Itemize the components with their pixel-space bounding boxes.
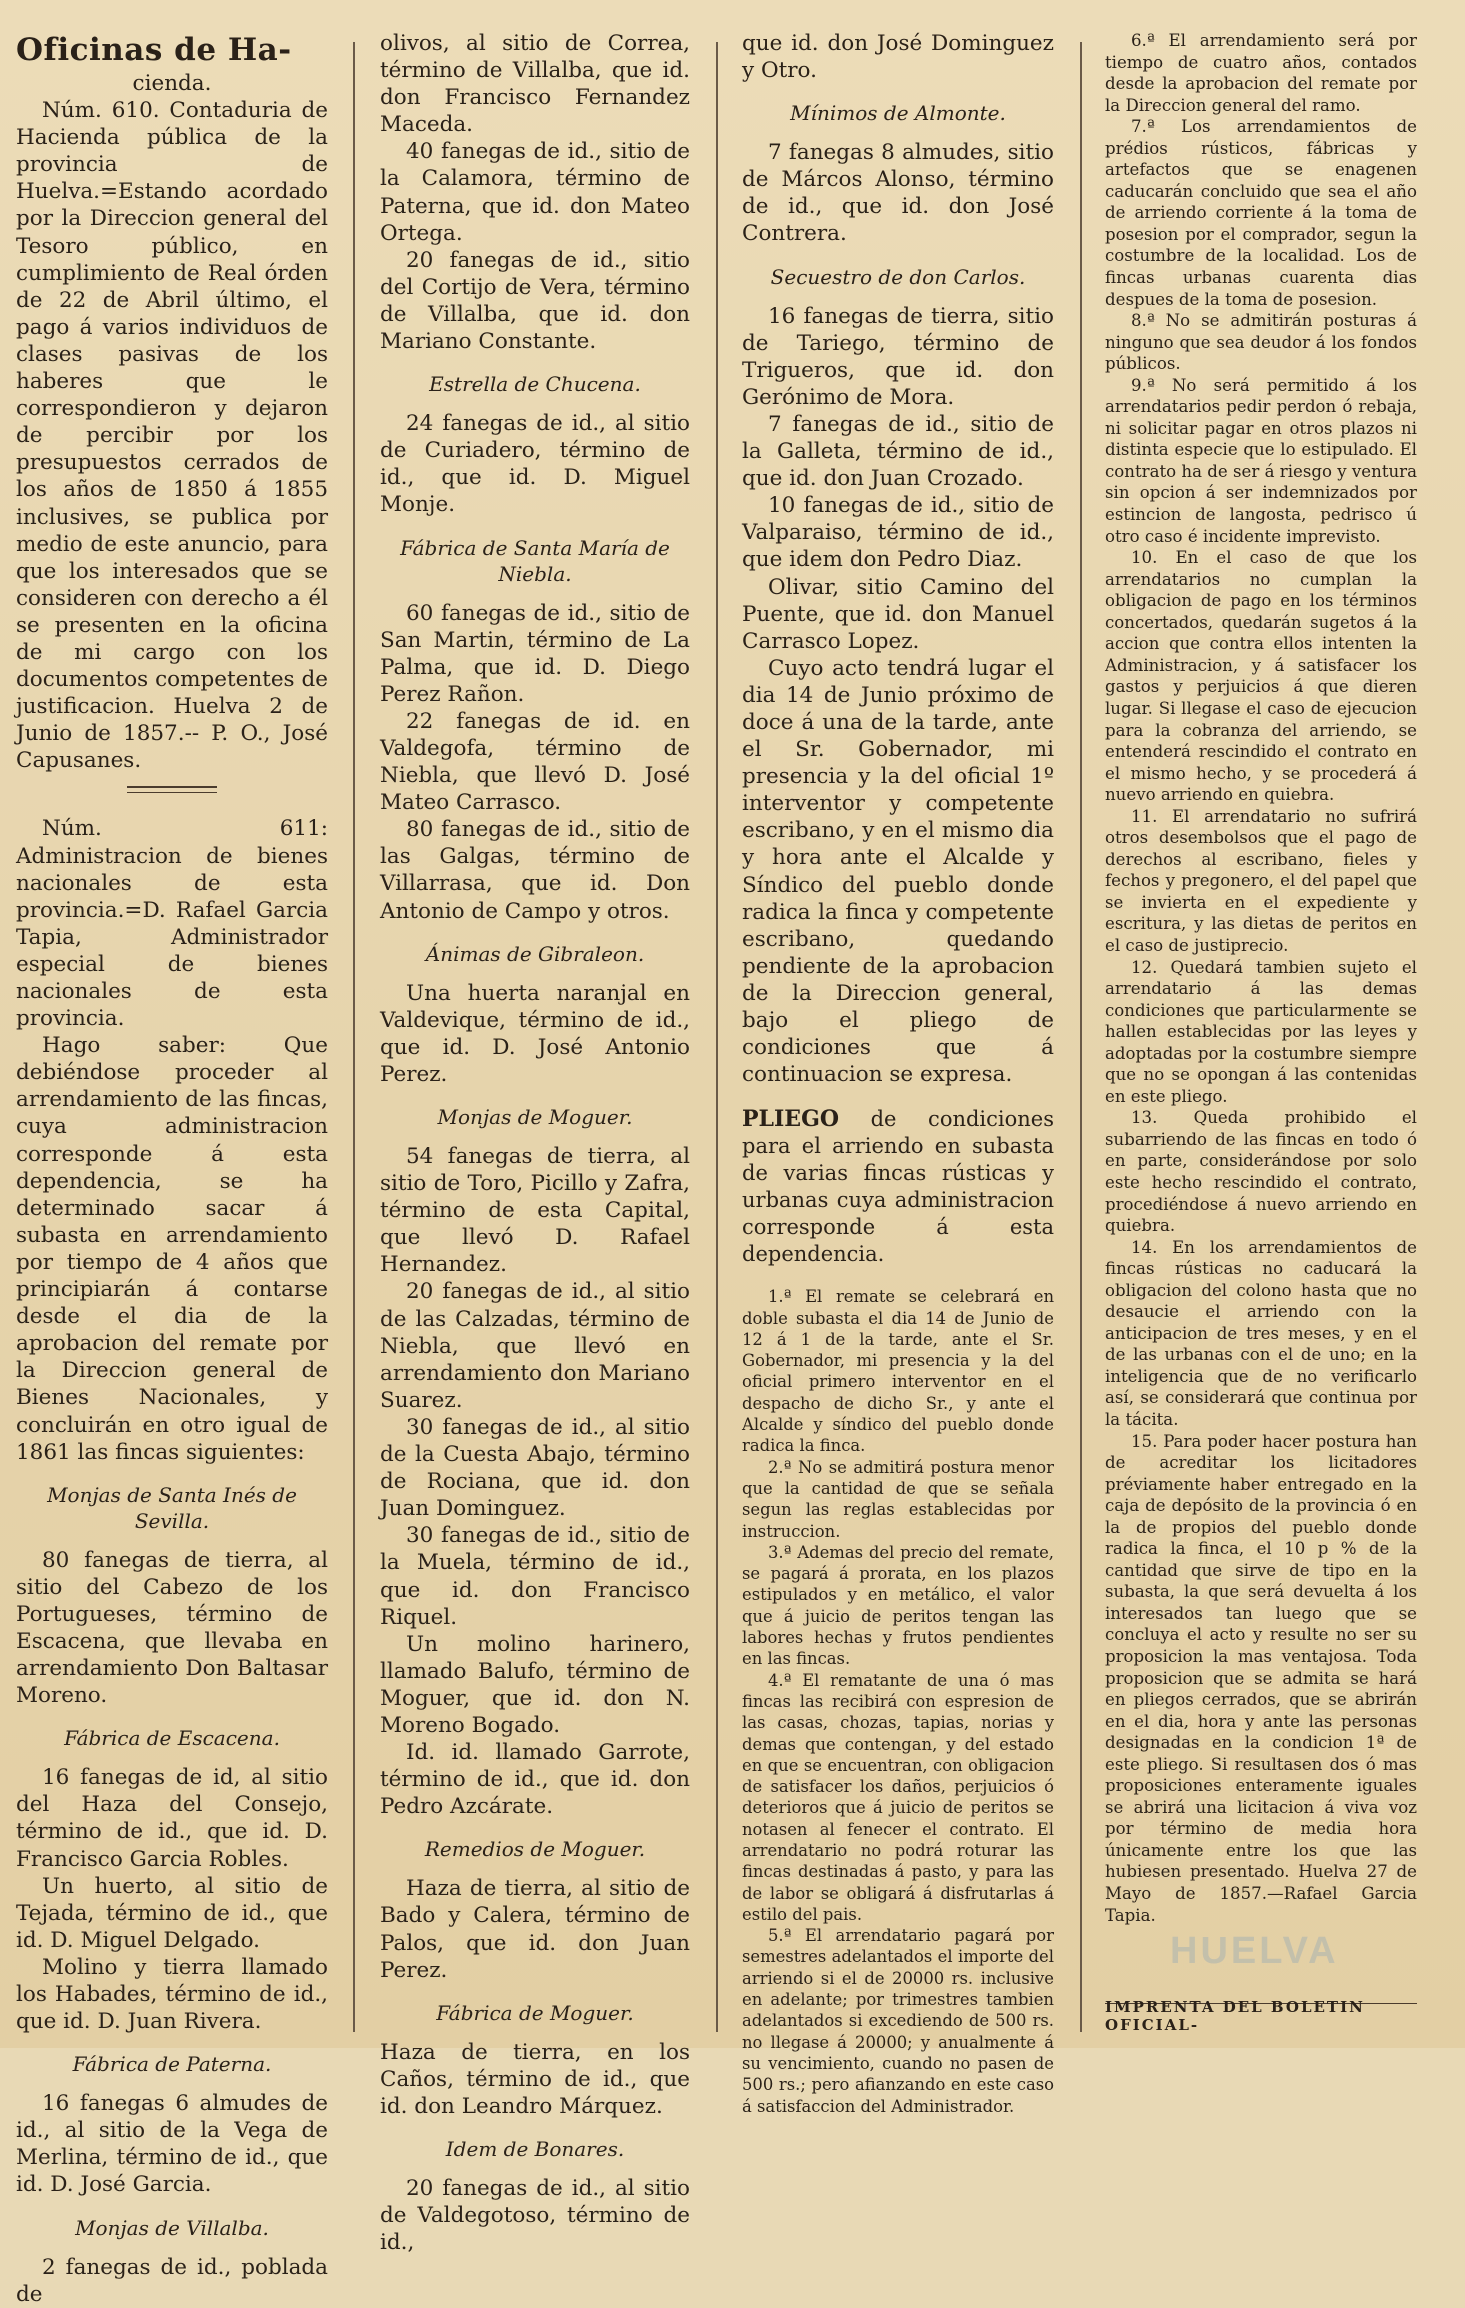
- column-4: [1105, 30, 1417, 2034]
- property-entry: Olivar, sitio Camino del Puente, que id. don Manuel Carrasco Lopez.: [742, 574, 1054, 654]
- column-3: [742, 30, 1054, 2116]
- condition-item: 12. Quedará tambien sujeto el arrendatario á las demas condiciones que particularmente se hallen establecidas por las leyes y adoptadas por la costumbre siempre que no se opongan á las contenidas en este pliego.: [1105, 957, 1417, 1106]
- property-entry: 2 fanegas de id., poblada de: [16, 2254, 328, 2307]
- property-entry: 7 fanegas de id., sitio de la Galleta, término de id., que id. don Juan Crozado.: [742, 411, 1054, 492]
- property-entry: 20 fanegas de id., al sitio de las Calzadas, término de Niebla, que llevó en arrendamiento don Mariano Suarez.: [380, 1279, 690, 1413]
- owner-heading: Fábrica de Moguer.: [436, 2000, 634, 2025]
- property-entry: 20 fanegas de id., al sitio de Valdegotoso, término de id.,: [380, 2176, 690, 2256]
- property-entry: 80 fanegas de id., sitio de las Galgas, término de Villarrasa, que id. Don Antonio de Campo y otros.: [380, 817, 690, 924]
- notice-611: Núm. 611: Administracion de bienes nacionales de esta provincia.=D. Rafael Garcia Tapia, Administrador especial de bienes nacionales de esta provincia.: [16, 816, 328, 1032]
- condition-item: 1.ª El remate se celebrará en doble subasta el dia 14 de Junio de 12 á 1 de la tarde, ante el Sr. Gobernador, mi presencia y la del oficial primero interventor en el despacho de dicho Sr., y ante el Alcalde y síndico del pueblo donde radica la finca.: [742, 1287, 1054, 1456]
- property-entry: 40 fanegas de id., sitio de la Calamora, término de Paterna, que id. don Mateo Ortega.: [380, 139, 690, 246]
- section-title-continuation: cienda.: [132, 71, 212, 96]
- owner-heading: Fábrica de Santa María de Niebla.: [400, 535, 670, 586]
- conditions-heading: [742, 1106, 1054, 1268]
- conditions-list: [1105, 30, 1417, 1926]
- conditions-list: [742, 1286, 1054, 2117]
- condition-item: 8.ª No se admitirán posturas á ninguno que sea deudor á los fondos públicos.: [1105, 311, 1417, 374]
- column-divider: [1080, 42, 1082, 2032]
- owner-heading: Monjas de Santa Inés de Sevilla.: [47, 1482, 297, 1533]
- property-entry: olivos, al sitio de Correa, término de Villalba, que id. don Francisco Fernandez Maceda.: [380, 31, 690, 138]
- printer-imprint: IMPRENTA DEL BOLETIN OFICIAL-: [1105, 1998, 1365, 2034]
- property-entry: 20 fanegas de id., sitio del Cortijo de Vera, término de Villalba, que id. don Mariano Constante.: [380, 247, 690, 355]
- conditions-heading-text: de condiciones para el arriendo en subasta de varias fincas rústicas y urbanas cuya administracion corresponde á esta dependencia.: [742, 1107, 1054, 1267]
- property-entry: Haza de tierra, al sitio de Bado y Calera, término de Palos, que id. don Juan Perez.: [380, 1876, 690, 1983]
- owner-heading: Fábrica de Paterna.: [72, 2052, 272, 2077]
- condition-item: 10. En el caso de que los arrendatarios no cumplan la obligacion de pago en los términos concertados, quedarán sugetos á la accion que contra ellos intenten la Administracion, y á satisfacer los gastos y perjuicios á que dieren lugar. Si llegase el caso de ejecucion para la cobranza del arriendo, se entenderá rescindido el contrato en el mismo hecho, y se procederá á nuevo arriendo en quiebra.: [1105, 548, 1417, 805]
- property-entry: Una huerta naranjal en Valdevique, término de id., que id. D. José Antonio Perez.: [380, 980, 690, 1087]
- property-entry: 30 fanegas de id., sitio de la Muela, término de id., que id. don Francisco Riquel.: [380, 1523, 690, 1630]
- condition-item: 4.ª El rematante de una ó mas fincas las recibirá con espresion de las casas, chozas, tapias, norias y demas que contengan, y del estado en que se encuentran, con obligacion de satisfacer los daños, perjuicios ó deterioros que á juicio de peritos se notasen al fenecer el contrato. El arrendatario no podrá roturar las fincas destinadas á pasto, y para las de labor se obligará á disfrutarlas á estilo del pais.: [742, 1670, 1054, 1924]
- property-entry: 16 fanegas de tierra, sitio de Tariego, término de Trigueros, que id. don Gerónimo de Mora.: [742, 303, 1054, 410]
- owner-heading: Estrella de Chucena.: [429, 372, 641, 397]
- library-stamp: HUELVA: [1170, 1930, 1339, 1972]
- property-entry: Un huerto, al sitio de Tejada, término de id., que id. D. Miguel Delgado.: [16, 1873, 328, 1953]
- property-entry: 10 fanegas de id., sitio de Valparaiso, término de id., que idem don Pedro Diaz.: [742, 493, 1054, 573]
- column-divider: [716, 42, 718, 2032]
- auction-paragraph: Cuyo acto tendrá lugar el dia 14 de Junio próximo de doce á una de la tarde, ante el Sr. Gobernador, mi presencia y la del oficial 1º interventor y competente escribano, y en el mismo dia y hora ante el Alcalde y Síndico del pueblo donde radica la finca y competente escribano, quedando pendiente de la aprobacion de la Direccion general, bajo el pliego de condiciones que á continuacion se expresa.: [742, 655, 1054, 1088]
- property-entry: 22 fanegas de id. en Valdegofa, término de Niebla, que llevó D. José Mateo Carrasco.: [380, 708, 690, 816]
- conditions-heading-word: PLIEGO: [742, 1106, 840, 1133]
- column-2: [380, 30, 690, 2256]
- property-entry: Un molino harinero, llamado Balufo, término de Moguer, que id. don N. Moreno Bogado.: [380, 1631, 690, 1738]
- property-entry: 16 fanegas de id, al sitio del Haza del Consejo, término de id., que id. D. Francisco Garcia Robles.: [16, 1765, 328, 1872]
- property-entry: 60 fanegas de id., sitio de San Martin, término de La Palma, que id. D. Diego Perez Rañon.: [380, 600, 690, 707]
- condition-item: 6.ª El arrendamiento será por tiempo de cuatro años, contados desde la aprobacion del remate por la Direccion general del ramo.: [1105, 31, 1417, 115]
- notice-611-body: Hago saber: Que debiéndose proceder al arrendamiento de las fincas, cuya administracion corresponde á esta dependencia, se ha determinado sacar á subasta en arrendamiento por tiempo de 4 años que principiarán á contarse desde el dia de la aprobacion del remate por la Direccion general de Bienes Nacionales, y concluirán en otro igual de 1861 las fincas siguientes:: [16, 1033, 328, 1465]
- owner-heading: Fábrica de Escacena.: [64, 1726, 280, 1751]
- column-1: [16, 30, 328, 2307]
- condition-item: 7.ª Los arrendamientos de prédios rústicos, fábricas y artefactos que se enagenen caducarán concluido que sea el año de arriendo corriente á la toma de posesion por el comprador, segun la costumbre de la localidad. Los de fincas urbanas cuarenta dias despues de la toma de posesion.: [1105, 117, 1417, 309]
- property-entry: 24 fanegas de id., al sitio de Curiadero, término de id., que id. D. Miguel Monje.: [380, 411, 690, 518]
- property-entry: 7 fanegas 8 almudes, sitio de Márcos Alonso, término de id., que id. don José Contrera.: [742, 140, 1054, 247]
- property-entry: 80 fanegas de tierra, al sitio del Cabezo de los Portugueses, término de Escacena, que llevaba en arrendamiento Don Baltasar Moreno.: [16, 1547, 328, 1709]
- separator: [127, 786, 217, 793]
- property-entry: Molino y tierra llamado los Habades, término de id., que id. D. Juan Rivera.: [16, 1954, 328, 2035]
- section-title: Oficinas de Ha-: [16, 32, 292, 68]
- owner-heading: Monjas de Moguer.: [437, 1105, 633, 1129]
- condition-item: 5.ª El arrendatario pagará por semestres adelantados el importe del arriendo si el de 20000 rs. inclusive en adelante; por trimestres tambien adelantados si excediendo de 500 rs. no llegase á 20000; y anualmente á su vencimiento, cuando no pasen de 500 rs.; pero afianzando en este caso á satisfaccion del Administrador.: [742, 1926, 1054, 2116]
- property-entry: 16 fanegas 6 almudes de id., al sitio de la Vega de Merlina, término de id., que id. D. José Garcia.: [16, 2091, 328, 2198]
- property-entry: Id. id. llamado Garrote, término de id., que id. don Pedro Azcárate.: [380, 1740, 690, 1820]
- property-entry: 54 fanegas de tierra, al sitio de Toro, Picillo y Zafra, término de esta Capital, que llevó D. Rafael Hernandez.: [380, 1144, 690, 1278]
- owner-heading: Idem de Bonares.: [445, 2137, 625, 2161]
- condition-item: 11. El arrendatario no sufrirá otros desembolsos que el pago de derechos al escribano, fieles y fechos y pregonero, el del papel que se invierta en el expediente y escritura, y las dietas de peritos en el caso de justiprecio.: [1105, 806, 1417, 955]
- owner-heading: Ánimas de Gibraleon.: [425, 941, 645, 966]
- condition-item: 3.ª Ademas del precio del remate, se pagará á prorata, en los plazos estipulados y en metálico, el valor que á juicio de peritos tengan las labores hechas y frutos pendientes en las fincas.: [742, 1542, 1054, 1669]
- property-entry: 30 fanegas de id., al sitio de la Cuesta Abajo, término de Rociana, que id. don Juan Dominguez.: [380, 1414, 690, 1522]
- condition-item: 9.ª No será permitido á los arrendatarios pedir perdon ó rebaja, ni solicitar pagar en otros plazos ni distinta especie que lo estipulado. El contrato ha de ser á riesgo y ventura sin opcion á ser indemnizados por estincion de langosta, pedrisco ú otro caso é incidente imprevisto.: [1105, 375, 1417, 546]
- owner-heading: Remedios de Moguer.: [424, 1837, 646, 1862]
- condition-item: 13. Queda prohibido el subarriendo de las fincas en todo ó en parte, considerándose por solo este hecho rescindido el contrato, procediéndose á nuevo arriendo en quiebra.: [1105, 1108, 1417, 1236]
- owner-heading: Monjas de Villalba.: [75, 2215, 269, 2240]
- column-divider: [353, 42, 355, 2032]
- owner-heading: Secuestro de don Carlos.: [770, 264, 1026, 289]
- owner-heading: Mínimos de Almonte.: [790, 101, 1006, 126]
- condition-item: 15. Para poder hacer postura han de acreditar los licitadores préviamente haber entregado en la caja de depósito de la provincia ó en la de propios del pueblo donde radica la finca, el 10 p % de la cantidad que sirve de tipo en la subasta, la que será devuelta á los interesados tan luego que se concluya el acto y resulte no ser su proposicion la mas ventajosa. Toda proposicion que se admita se hará en pliegos cerrados, que se abrirán en el dia, hora y ante las personas designadas en la condicion 1ª de este pliego. Si resultasen dos ó mas proposiciones enteramente iguales se abrirá una licitacion á viva voz por término de media hora únicamente entre los que las hubiesen presentado. Huelva 27 de Mayo de 1857.—Rafael Garcia Tapia.: [1105, 1431, 1417, 1925]
- condition-item: 14. En los arrendamientos de fincas rústicas no caducará la obligacion del colono hasta que no desaucie el arriendo con la anticipacion de tres meses, y en el de las urbanas con el de uno; en la inteligencia que de no verificarlo así, se considerará que continua por la tácita.: [1105, 1237, 1417, 1429]
- notice-610: Núm. 610. Contaduria de Hacienda pública de la provincia de Huelva.=Estando acordado por la Direccion general del Tesoro público, en cumplimiento de Real órden de 22 de Abril último, el pago á varios individuos de clases pasivas de los haberes que le correspondieron y dejaron de percibir por los presupuestos cerrados de los años de 1850 á 1855 inclusives, se publica por medio de este anuncio, para que los interesados que se consideren con derecho a él se presenten en la oficina de mi cargo con los documentos competentes de justificacion. Huelva 2 de Junio de 1857.-- P. O., José Capusanes.: [16, 98, 328, 774]
- property-entry: que id. don José Dominguez y Otro.: [742, 31, 1054, 84]
- property-entry: Haza de tierra, en los Caños, término de id., que id. don Leandro Márquez.: [380, 2039, 690, 2119]
- condition-item: 2.ª No se admitirá postura menor que la cantidad de que se señala segun las reglas establecidas por instruccion.: [742, 1457, 1054, 1541]
